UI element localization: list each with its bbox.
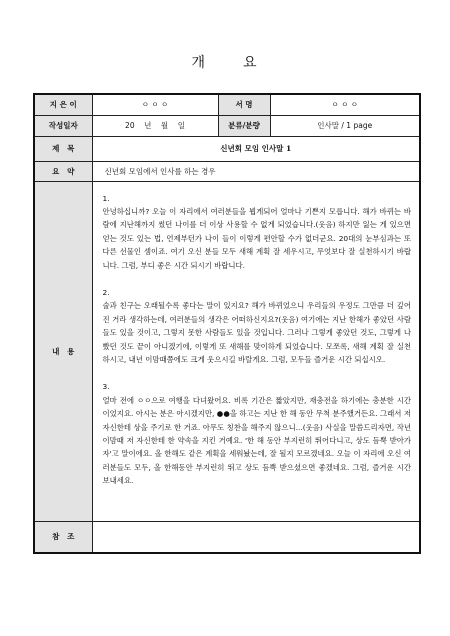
subject-row [34, 136, 420, 161]
paragraph-number: 2. [102, 287, 110, 297]
summary-label: 요 약 [34, 161, 92, 181]
content-label: 내 용 [34, 181, 92, 521]
reference-label: 참 조 [34, 521, 92, 553]
author-label: 지 은 이 [34, 94, 92, 115]
signature-value[interactable]: ㅇ ㅇ ㅇ [270, 94, 420, 115]
page-title-char-2: 요 [243, 55, 259, 71]
reference-row [34, 521, 420, 553]
date-value[interactable]: 20 년 월 일 [92, 115, 218, 136]
paragraph-number: 1. [102, 193, 110, 203]
summary-row [34, 161, 420, 181]
reference-value[interactable] [92, 521, 420, 553]
author-value[interactable]: ㅇ ㅇ ㅇ [92, 94, 218, 115]
content-paragraph-3 [103, 380, 412, 487]
overview-form-table [33, 93, 421, 554]
paragraph-text: 술과 친구는 오래될수록 좋다는 말이 있지요? 해가 바뀌었으니 우리들의 우정도 그만큼 더 깊어진 거라 생각하는데, 여러분들의 생각은 어떠하신지요?(웃음) 여기에는 지난 한해가 좋았던 사람들도 있을 것이고, 그렇지 못한 사람들도 있을 것입니다. 그러나 그렇게 좋았던 것도, 그렇게 나빴던 것도 끝이 아니겠기에, 이렇게 또 새해를 맞이하게 되었습니다. 모쪼록, 새해 계획 잘 실천하시고, 내년 이맘때쯤에도 크게 웃으시길 바랄게요. 그럼, 모두들 즐거운 시간 되십시오. [102, 301, 411, 364]
signature-label: 서 명 [218, 94, 270, 115]
author-row [34, 94, 420, 115]
category-label: 분류/분량 [218, 115, 270, 136]
page-title [0, 52, 450, 72]
content-paragraph-1 [103, 192, 412, 272]
paragraph-text: 얼마 전에 ㅇㅇ으로 여행을 다녀왔어요. 비록 기간은 짧았지만, 재충전을 하기에는 충분한 시간이었지요. 아시는 분은 아시겠지만, ●●을 하고는 지난 한 해 동안 무척 분주했거든요. 그래서 저 자신한테 상을 주기로 한 거죠. 아무도 칭찬을 해주지 않으니...(웃음) 사실을 말씀드리자면, 작년 이맘때 저 자신한테 한 약속을 지킨 거예요. '한 해 동안 부지런히 뛰어다니고, 상도 듬뿍 받아가자'고 말이에요. 올 한해도 같은 계획을 세워놨는데, 잘 될지 모르겠네요. 오늘 이 자리에 오신 여러분들도 모두, 올 한해동안 부지런히 뛰고 상도 듬뿍 받으셨으면 좋겠네요. 그럼, 즐거운 시간 보내세요. [102, 395, 411, 486]
date-row [34, 115, 420, 136]
summary-value[interactable]: 신년회 모임에서 인사를 하는 경우 [92, 161, 420, 181]
content-body[interactable] [92, 181, 420, 521]
paragraph-text: 안녕하십니까? 오늘 이 자리에서 여러분들을 뵙게되어 얼마나 기쁜지 모릅니다. 해가 바뀌는 바람에 지난해까지 썼던 나이를 더 이상 사용할 수 없게 되었습니다.(웃음) 하지만 잃는 게 있으면 얻는 것도 있는 법, 언제부턴가 나이 들이 이렇게 편안할 수가 없더군요. 20대의 눈부심과는 또 다른 선물인 셈이죠. 여기 오신 분들 모두 새해 계획 잘 세우시고, 무엇보다 잘 실천하시기 바랍니다. 그럼, 부디 좋은 시간 되시기 바랍니다. [102, 206, 411, 270]
date-label: 작성일자 [34, 115, 92, 136]
subject-label: 제 목 [34, 136, 92, 161]
paragraph-number: 3. [102, 382, 110, 392]
subject-value[interactable]: 신년회 모임 인사말 1 [92, 136, 420, 161]
content-row [34, 181, 420, 521]
category-value[interactable]: 인사말 / 1 page [270, 115, 420, 136]
page-title-char-1: 개 [191, 55, 207, 71]
content-paragraph-2 [103, 286, 412, 366]
